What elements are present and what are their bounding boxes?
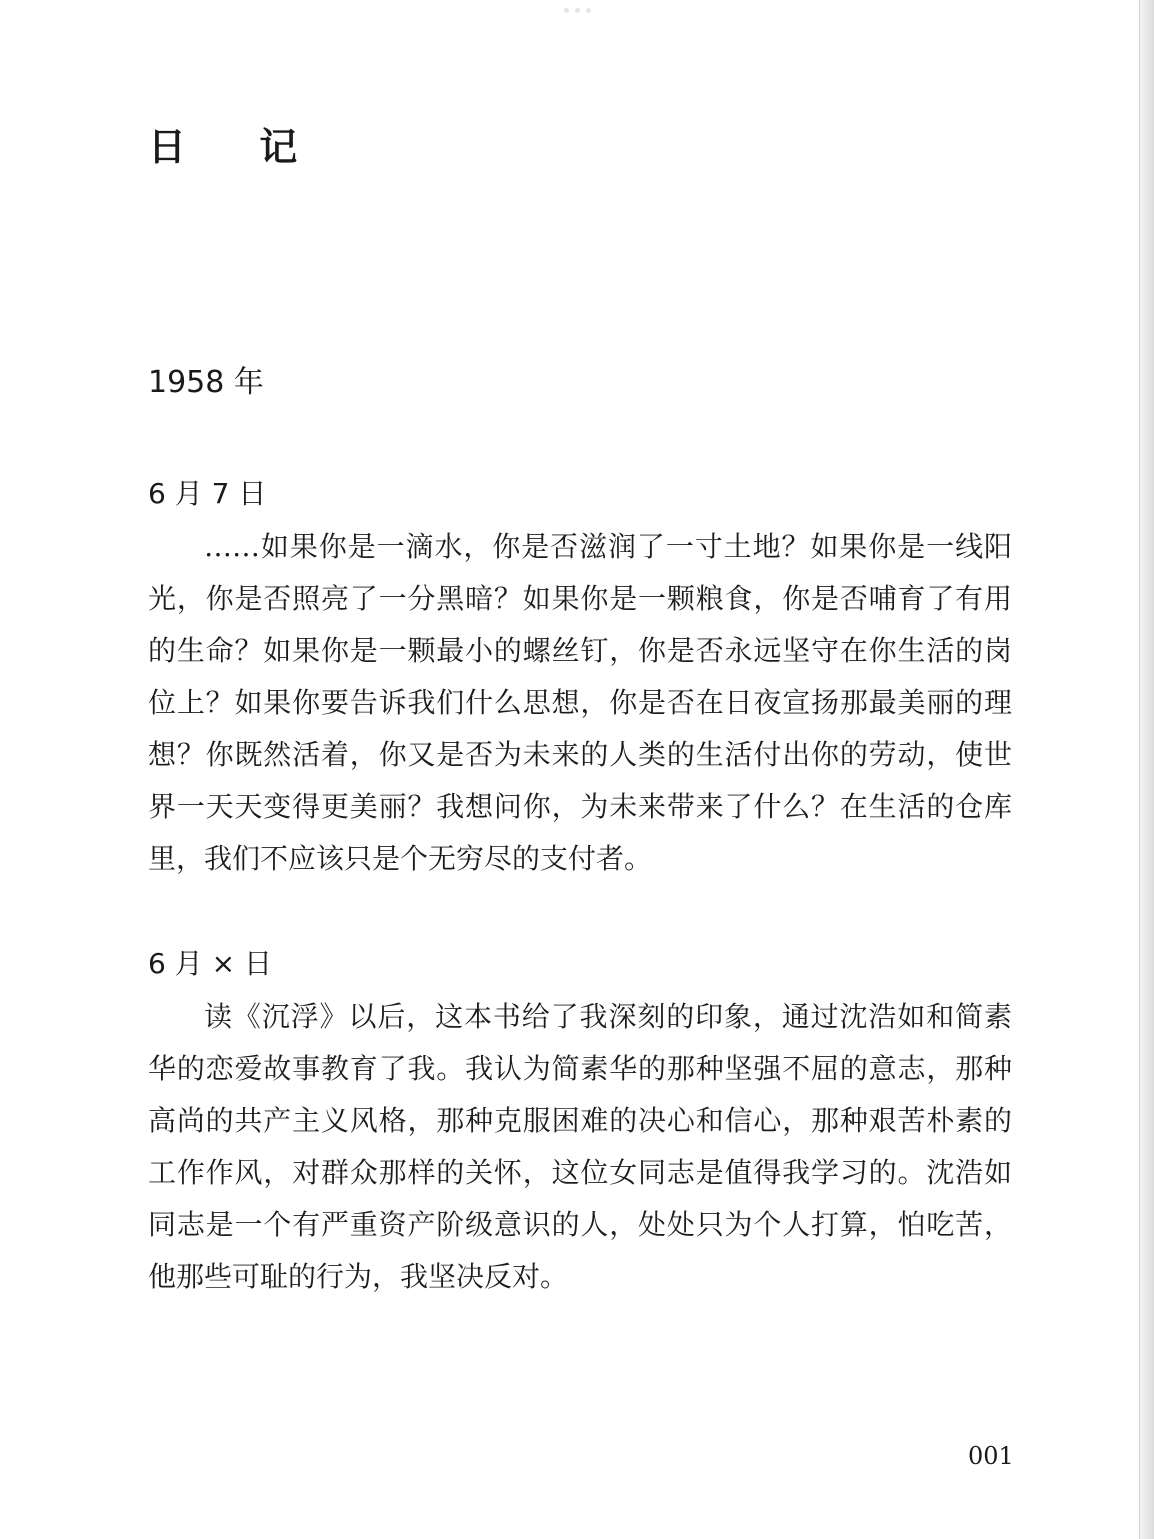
- entry-text: ……如果你是一滴水，你是否滋润了一寸土地？如果你是一线阳光，你是否照亮了一分黑暗？如果你是一颗粮食，你是否哺育了有用的生命？如果你是一颗最小的螺丝钉，你是否永远坚守在你生活的岗位上？如果你要告诉我们什么思想，你是否在日夜宣扬那最美丽的理想？你既然活着，你又是否为未来的人类的生活付出你的劳动，使世界一天天变得更美丽？我想问你，为未来带来了什么？在生活的仓库里，我们不应该只是个无穷尽的支付者。: [148, 530, 1012, 875]
- window-handle-dots: [564, 8, 591, 13]
- entry-date: 6 月 7 日: [148, 477, 267, 510]
- chapter-title: 日 记: [148, 125, 328, 169]
- entry-date: 6 月 × 日: [148, 947, 272, 980]
- dot-icon: [564, 8, 569, 13]
- year-heading: 1958 年: [148, 365, 264, 400]
- entry-text: 读《沉浮》以后，这本书给了我深刻的印象，通过沈浩如和简素华的恋爱故事教育了我。我认为简素华的那种坚强不屈的意志，那种高尚的共产主义风格，那种克服困难的决心和信心，那种艰苦朴素的工作作风，对群众那样的关怀，这位女同志是值得我学习的。沈浩如同志是一个有严重资产阶级意识的人，处处只为个人打算，怕吃苦，他那些可耻的行为，我坚决反对。: [148, 1000, 1012, 1293]
- dot-icon: [575, 8, 580, 13]
- dot-icon: [586, 8, 591, 13]
- page-number: 001: [968, 1442, 1014, 1470]
- page-edge: [1139, 0, 1154, 1539]
